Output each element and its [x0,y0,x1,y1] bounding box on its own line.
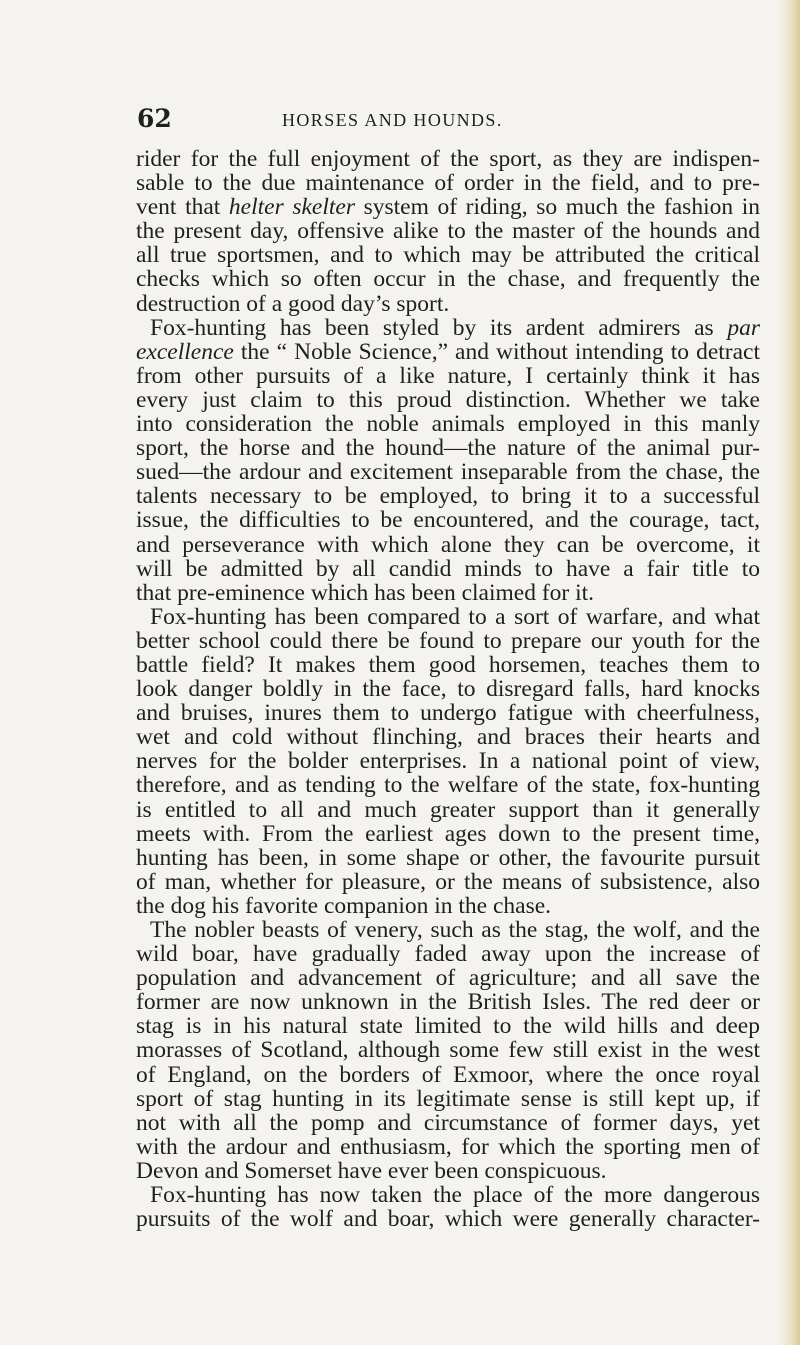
line-text: therefore, and as tending to the welfare of the state, fox-hunting [136,772,760,799]
line-text: wet and cold without flinching, and braces their hearts and [136,724,760,751]
line-text: issue, the difficulties to be encountered, and the courage, tact, [136,507,760,534]
line-text: that pre-eminence which has been claimed for it. [136,579,595,606]
page-header [137,104,747,140]
text-line [136,1159,760,1183]
line-text: population and advancement of agriculture; and all save the [136,965,760,992]
text-line [136,822,760,846]
text-line [136,292,760,316]
line-text: sable to the due maintenance of order in the field, and to pre- [136,170,760,197]
line-text: vent that [136,194,229,221]
page-number: 62 [137,104,172,133]
line-text: into consideration the noble animals employed in this manly [136,411,760,438]
line-text: pursuits of the wolf and boar, which were generally character- [136,1206,760,1233]
line-text: the dog his favorite companion in the chase. [136,892,552,919]
line-text: Fox-hunting has now taken the place of the more dangerous [150,1182,760,1209]
page-edge-shading [778,0,800,1345]
line-text: not with all the pomp and circumstance of former days, yet [136,1109,760,1136]
italic-phrase: par [727,314,760,341]
line-text: stag is in his natural state limited to the wild hills and deep [136,1013,760,1040]
text-line [136,773,760,797]
text-line [136,340,760,364]
text-line [136,749,760,773]
line-text: talents necessary to be employed, to bring it to a successful [136,483,760,510]
line-text: Fox-hunting has been styled by its ardent admirers as [150,314,728,341]
line-text: destruction of a good day’s sport. [136,290,450,317]
text-line [136,436,760,460]
text-line [136,316,760,340]
text-line [136,942,760,966]
line-text: the present day, offensive alike to the master of the hounds and [136,218,760,245]
text-line [136,364,760,388]
line-text: The nobler beasts of venery, such as the stag, the wolf, and the [150,917,760,943]
line-text: meets with. From the earliest ages down to the present time, [136,820,760,847]
line-text: system of riding, so much the fashion in [354,194,760,221]
line-text: former are now unknown in the British Isles. The red deer or [136,989,760,1016]
text-line [136,533,760,557]
line-text: rider for the full enjoyment of the sport, as they are indispen- [136,146,760,172]
line-text: nerves for the bolder enterprises. In a national point of view, [136,748,760,775]
line-text: with the ardour and enthusiasm, for which the sporting men of [136,1133,760,1160]
text-line [136,195,760,219]
line-text: Devon and Somerset have ever been conspicuous. [136,1157,607,1184]
text-line [136,243,760,267]
text-line [136,1014,760,1038]
line-text: of man, whether for pleasure, or the means of subsistence, also [136,868,760,895]
line-text: all true sportsmen, and to which may be attributed the critical [136,242,760,269]
text-line [136,171,760,195]
text-line [136,147,760,171]
text-line [136,1183,760,1207]
text-line [136,605,760,629]
line-text: and bruises, inures them to undergo fatigue with cheerfulness, [136,700,760,727]
line-text: from other pursuits of a like nature, I certainly think it has [136,362,760,389]
text-line [136,1135,760,1159]
italic-phrase: helter skelter [228,194,355,221]
text-line [136,870,760,894]
text-line [136,701,760,725]
line-text: every just claim to this proud distinction. Whether we take [136,386,760,413]
line-text: sued—the ardour and excitement inseparable from the chase, the [136,459,760,486]
line-text: and perseverance with which alone they can be overcome, it [136,531,760,558]
text-line [136,460,760,484]
line-text: morasses of Scotland, although some few still exist in the west [136,1037,760,1064]
line-text: look danger boldly in the face, to disregard falls, hard knocks [136,676,760,703]
line-text: the “ Noble Science,” and without intending to detract [233,338,760,365]
text-line [136,388,760,412]
text-line [136,918,760,942]
text-line [136,508,760,532]
body-text [136,147,760,1231]
text-line [136,1063,760,1087]
line-text: of England, on the borders of Exmoor, where the once royal [136,1061,760,1088]
line-text: wild boar, have gradually faded away upon the increase of [136,941,760,968]
text-line [136,1207,760,1231]
line-text: is entitled to all and much greater support than it generally [136,796,760,823]
line-text: sport of stag hunting in its legitimate sense is still kept up, if [136,1085,760,1112]
text-line [136,846,760,870]
text-line [136,894,760,918]
text-line [136,1038,760,1062]
text-line [136,629,760,653]
text-line [136,725,760,749]
line-text: battle field? It makes them good horsemen, teaches them to [136,651,760,678]
text-line [136,966,760,990]
text-line [136,990,760,1014]
text-line [136,557,760,581]
text-line [136,1087,760,1111]
line-text: will be admitted by all candid minds to have a fair title to [136,555,760,582]
text-line [136,219,760,243]
text-line [136,677,760,701]
text-line [136,267,760,291]
text-line [136,798,760,822]
line-text: checks which so often occur in the chase, and frequently the [136,266,760,293]
line-text: hunting has been, in some shape or other, the favourite pursuit [136,844,760,871]
line-text: better school could there be found to prepare our youth for the [136,627,760,654]
italic-phrase: excellence [136,338,234,365]
line-text: sport, the horse and the hound—the nature of the animal pur- [136,435,760,462]
text-line [136,581,760,605]
text-line [136,412,760,436]
text-line [136,484,760,508]
text-line [136,653,760,677]
line-text: Fox-hunting has been compared to a sort of warfare, and what [150,603,760,630]
text-line [136,1111,760,1135]
running-head: HORSES AND HOUNDS. [282,110,503,130]
